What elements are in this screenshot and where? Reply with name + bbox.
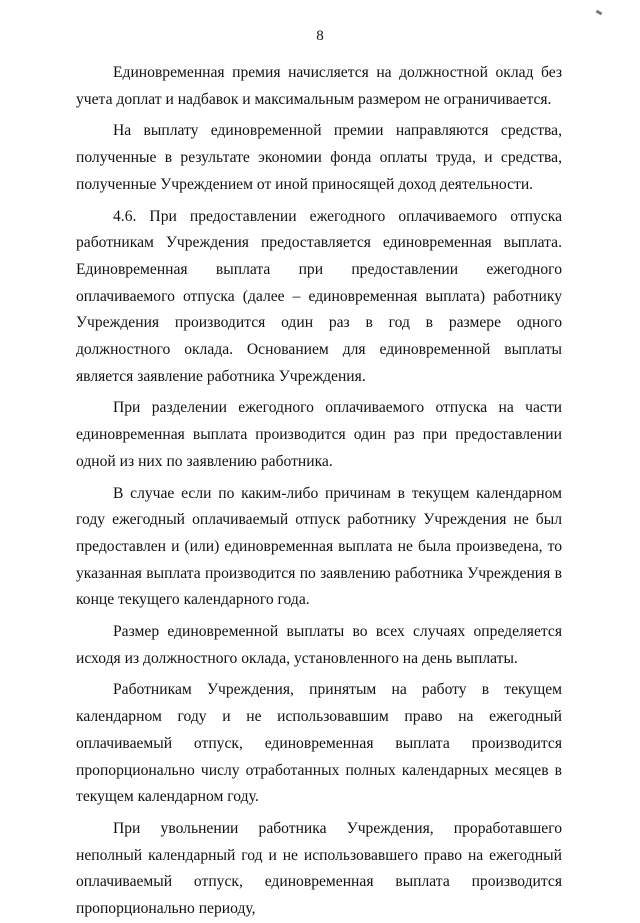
scan-mark	[596, 10, 603, 16]
paragraph-2: На выплату единовременной премии направляются средства, полученные в результате экономии фонда оплаты труда, и средства, полученные Учреждением от иной приносящей доход деятельности.	[76, 122, 562, 193]
paragraph-4: При разделении ежегодного оплачиваемого отпуска на части единовременная выплата производится один раз при предоставлении одной из них по заявлению работника.	[76, 399, 562, 470]
paragraph-1: Единовременная премия начисляется на должностной оклад без учета доплат и надбавок и максимальным размером не ограничивается.	[76, 64, 562, 108]
paragraph-6: Размер единовременной выплаты во всех случаях определяется исходя из должностного оклада, установленного на день выплаты.	[76, 623, 562, 667]
paragraph-7: Работникам Учреждения, принятым на работу в текущем календарном году и не использовавшим право на ежегодный оплачиваемый отпуск, единовременная выплата производится пропорционально числу отработанных полных календарных месяцев в текущем календарном году.	[76, 681, 562, 806]
paragraph-8: При увольнении работника Учреждения, проработавшего неполный календарный год и не использовавшего право на ежегодный оплачиваемый отпуск, единовременная выплата производится пропорционально периоду,	[76, 819, 562, 918]
document-body	[76, 60, 562, 923]
paragraph-3: 4.6. При предоставлении ежегодного оплачиваемого отпуска работникам Учреждения предоставляется единовременная выплата. Единовременная выплата при предоставлении ежегодного оплачиваемого отпуска (далее – единовременная выплата) работнику Учреждения производится один раз в год в размере одного должностного оклада. Основанием для единовременной выплаты является заявление работника Учреждения.	[76, 207, 562, 385]
paragraph-5: В случае если по каким-либо причинам в текущем календарном году ежегодный оплачиваемый отпуск работнику Учреждения не был предоставлен и (или) единовременная выплата не была произведена, то указанная выплата производится по заявлению работника Учреждения в конце текущего календарного года.	[76, 484, 562, 609]
page-number: 8	[316, 28, 324, 44]
